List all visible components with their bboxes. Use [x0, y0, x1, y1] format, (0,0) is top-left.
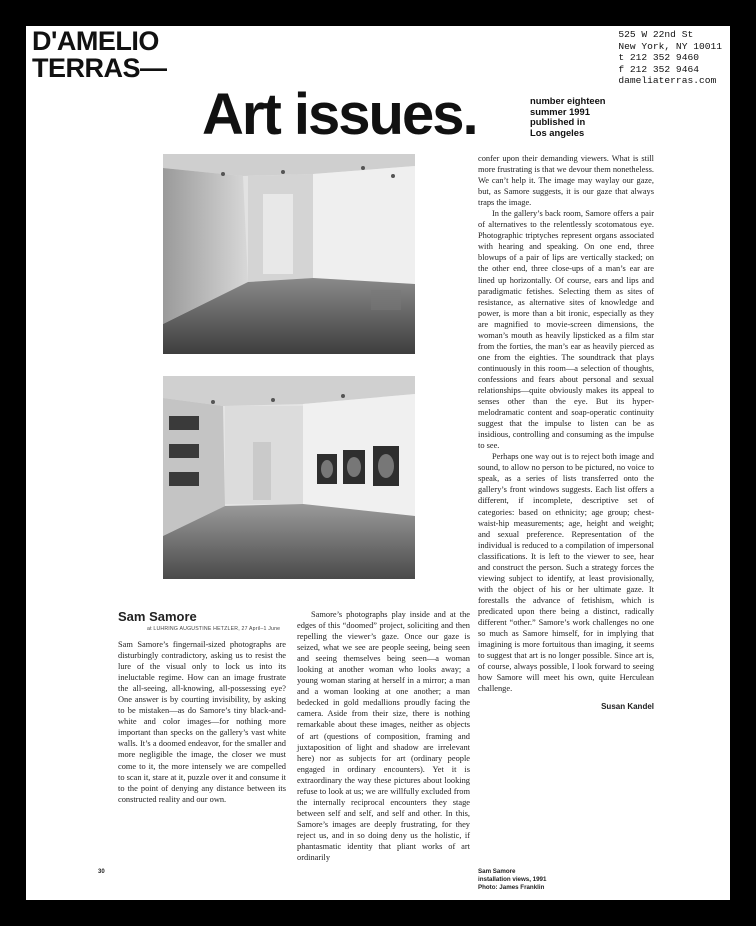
- publication-info: [530, 96, 606, 138]
- installation-photo-2: [163, 376, 415, 579]
- address-tel: t 212 352 9460: [618, 52, 699, 64]
- article-column-2: [297, 609, 470, 863]
- publication-title: Art issues.: [202, 82, 477, 147]
- article-column-1: [118, 639, 286, 805]
- author-signature: Susan Kandel: [601, 702, 654, 712]
- paragraph: In the gallery’s back room, Samore offers a pair of alternatives to the relentlessly scotomatous eye. Photographic triptyches represent organs associated with hearing and speaking. On one end, three blowups of a pair of lips are vertically stacked; on the other end, three close-ups of a man’s ear are lined up horizontally. Of course, ears and lips and paradigmatic fetishes. Selecting them as sites of resistance, as alternative sites of knowledge and power, is more than a bit ironic, especially as they are magnified to movie-screen dimensions, the woman’s mouth as heavily lipsticked as a film star from the forties, the man’s ear as heavily pierced as one from the eighties. The soundtrack that plays continuously in this room—a selection of thoughts, confessions and fears about personal and sexual relationships—quite obviously makes its appeal to senses other than the eye. But its hyper-melodramatic content and soap-operatic continuity suggest that the impulse to listen can be as insidious, controlling and consuming as the impulse to see.: [478, 209, 654, 451]
- paragraph: Sam Samore’s fingernail-sized photographs are disturbingly contradictory, asking us to resist the lure of the visual only to lock us into its ineluctable regime. How can an image frustrate the all-seeing, all-knowing, all-possessing eye? One answer is by courting invisibility, by asking to be mistaken—as do Samore’s tiny black-and-white and color images—for nothing more important than specks on the gallery’s vast white walls. It’s a doomed endeavor, for the smaller and more negligible the image, the closer we must come to it, the more intensely we are compelled to scan it, stare at it, puzzle over it and consume it to the point of denying any distance between its constructed reality and our own.: [118, 640, 286, 804]
- article-title: Sam Samore: [118, 609, 197, 624]
- caption-line-1: Sam Samore: [478, 868, 516, 875]
- article-column-3: [478, 153, 654, 712]
- gallery-address: [618, 29, 722, 87]
- logo-line-2: TERRAS—: [32, 53, 167, 83]
- issue-number: number eighteen: [530, 95, 606, 106]
- gallery-room-triptych-image: [163, 376, 415, 579]
- photo-caption: [478, 868, 546, 892]
- address-street: 525 W 22nd St: [618, 29, 694, 40]
- caption-line-3: Photo: James Franklin: [478, 884, 545, 891]
- article-venue: at LUHRING AUGUSTINE HETZLER, 27 April–1 June: [147, 626, 281, 632]
- paragraph: confer upon their demanding viewers. What is still more frustrating is that we devour them nonetheless. We can’t help it. The image may waylay our gaze, but, as Samore suggests, it is our gaze that always traps the image.: [478, 154, 654, 208]
- magazine-page: [26, 26, 730, 900]
- gallery-logo: [32, 28, 167, 82]
- published-place: Los angeles: [530, 126, 585, 138]
- address-web: dameliaterras.com: [618, 75, 717, 87]
- installation-photo-1: [163, 154, 415, 354]
- caption-line-2: installation views, 1991: [478, 876, 547, 883]
- gallery-room-image: [163, 154, 415, 354]
- address-fax: f 212 352 9464: [618, 63, 699, 75]
- paragraph: Samore’s photographs play inside and at the edges of this “doomed” project, soliciting and then repelling the viewer’s gaze. Once our gaze is seized, what we see are people seeing, being seen and seeing themselves being seen—a woman looking at another woman who looks away; a young woman staring at herself in a mirror; a man and a woman looking at one another; a man bedecked in gold medallions proudly facing the camera. Aside from their size, there is nothing remarkable about these images, neither as objects of art (questions of composition, framing and juxtaposition of light and shadow are irrelevant here) nor as subjects for art (ordinary people engaged in ordinary encounters). Yet it is extraordinary the way these pictures about looking refuse to look at us; we are willfully excluded from the internally reciprocal encounters they stage between self and self, and self and other. In this, Samore’s images are deeply frustrating, for they reject us, and in so doing deny us the holistic, if phantasmatic identity that pliant works of art ordinarily: [297, 610, 470, 863]
- page-number: 30: [98, 869, 105, 875]
- published-label: published in: [530, 116, 586, 128]
- issue-season: summer 1991: [530, 105, 590, 117]
- logo-line-1: D'AMELIO: [32, 26, 159, 56]
- paragraph: Perhaps one way out is to reject both image and sound, to allow no person to be pictured, no voice to speak, as a series of lists transferred onto the gallery’s front windows suggests. Each list offers a different, if incomplete, descriptive set of categories: based on ethnicity; age group; chest-waist-hip measurements; age, height and weight; and sexual preference. Representation of the individual is reduced to a compilation of impersonal classifications. It is left to the viewer to see, hear and construct the person. Such a strategy forces the viewing subject to identify, at least provisionally, with the object of his or her ultimate gaze. It forestalls the advance of fetishism, which is predicated upon there being a distinct, radically different “other.” Samore’s work challenges no one so much as Samore himself, for in implying that imagining is more fortuitous than imaging, it seems to suggest that art is no longer possible. Since art is, of course, always possible, I look forward to seeing how Samore will meet his own, quite Herculean challenge.: [478, 452, 654, 694]
- address-city: New York, NY 10011: [618, 40, 722, 52]
